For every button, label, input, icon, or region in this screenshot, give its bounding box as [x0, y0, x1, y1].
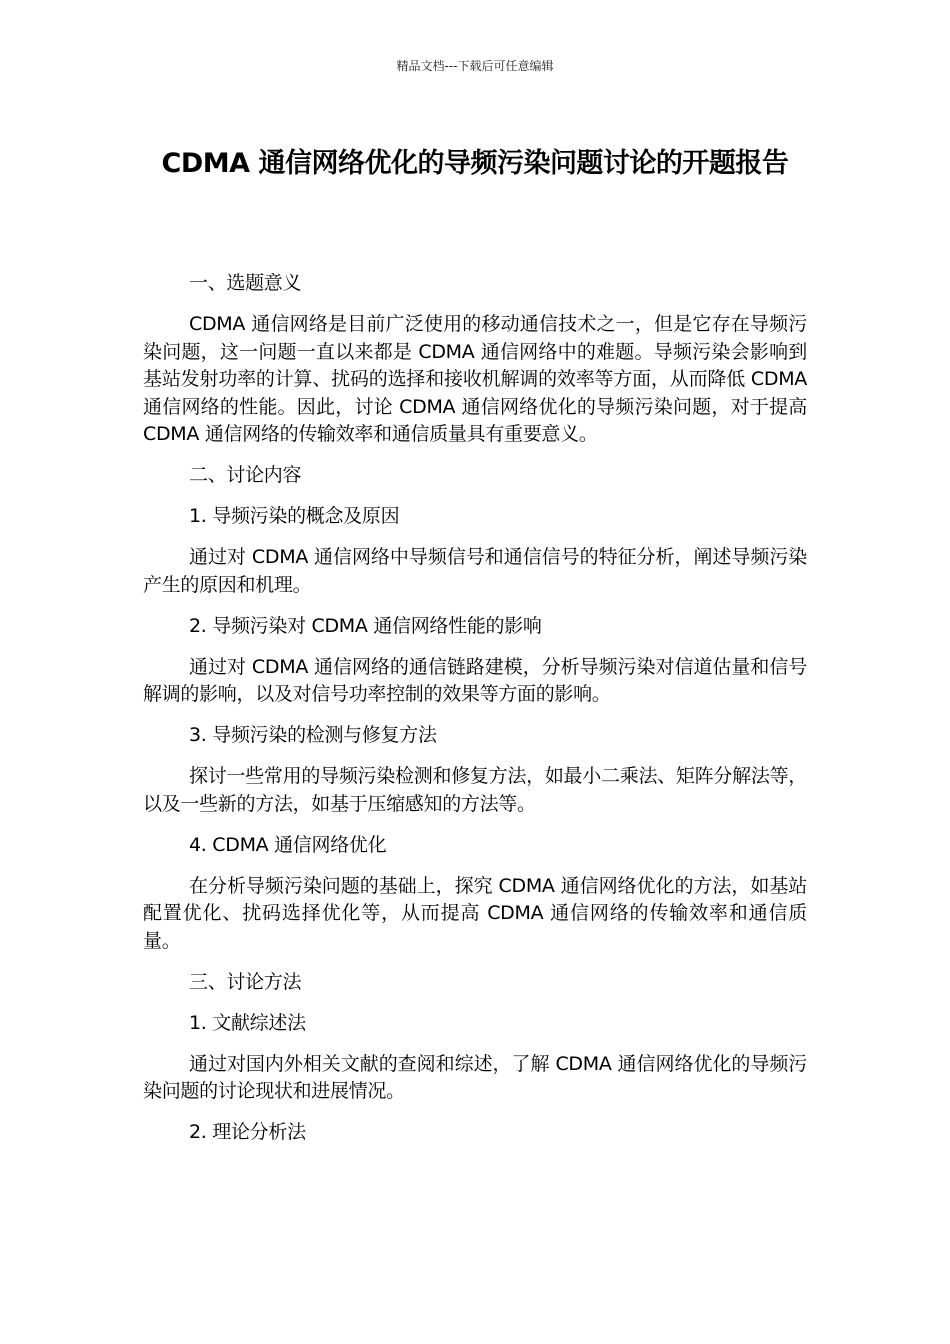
paragraph-detection-repair: 探讨一些常用的导频污染检测和修复方法，如最小二乘法、矩阵分解法等，以及一些新的方法，如基于压缩感知的方法等。 [143, 765, 807, 815]
section-heading-significance: 一、选题意义 [189, 272, 302, 294]
subheading-network-optimization: 4. CDMA 通信网络优化 [189, 833, 387, 856]
subheading-theoretical-analysis: 2. 理论分析法 [189, 1121, 306, 1143]
paragraph-performance-impact: 通过对 CDMA 通信网络的通信链路建模，分析导频污染对信道估量和信号解调的影响，以及对信号功率控制的效果等方面的影响。 [143, 655, 807, 705]
subheading-detection-repair: 3. 导频污染的检测与修复方法 [189, 724, 437, 746]
document-title: CDMA 通信网络优化的导频污染问题讨论的开题报告 [161, 148, 789, 179]
paragraph-literature-review: 通过对国内外相关文献的查阅和综述，了解 CDMA 通信网络优化的导频污染问题的讨论现状和进展情况。 [143, 1052, 807, 1102]
subheading-performance-impact: 2. 导频污染对 CDMA 通信网络性能的影响 [189, 614, 542, 637]
header-note: 精品文档---下载后可任意编辑 [396, 59, 554, 73]
subheading-pilot-pollution-concept: 1. 导频污染的概念及原因 [189, 505, 400, 527]
section-heading-content: 二、讨论内容 [189, 464, 302, 486]
paragraph-significance: CDMA 通信网络是目前广泛使用的移动通信技术之一，但是它存在导频污染问题，这一问题一直以来都是 CDMA 通信网络中的难题。导频污染会影响到基站发射功率的计算、扰码的选择和接收机解调的效率等方面，从而降低 CDMA 通信网络的性能。因此，讨论 CDMA 通信网络优化的导频污染问题，对于提高 CDMA 通信网络的传输效率和通信质量具有重要意义。 [143, 313, 807, 445]
section-heading-methods: 三、讨论方法 [189, 970, 302, 993]
paragraph-pilot-pollution-concept: 通过对 CDMA 通信网络中导频信号和通信信号的特征分析，阐述导频污染产生的原因和机理。 [143, 546, 807, 596]
document-body [143, 270, 807, 1160]
paragraph-network-optimization: 在分析导频污染问题的基础上，探究 CDMA 通信网络优化的方法，如基站配置优化、扰码选择优化等，从而提高 CDMA 通信网络的传输效率和通信质量。 [143, 874, 807, 952]
subheading-literature-review: 1. 文献综述法 [189, 1011, 306, 1034]
